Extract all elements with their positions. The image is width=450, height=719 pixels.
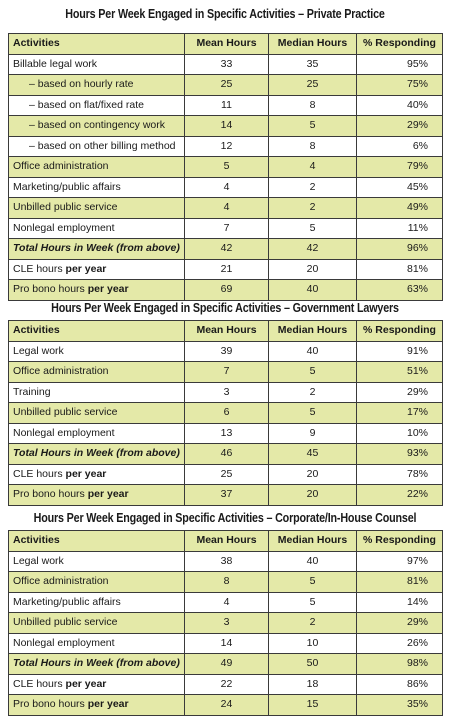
- median-value: 5: [269, 362, 357, 383]
- mean-value: 33: [185, 54, 269, 75]
- row-label-cell: [9, 280, 185, 301]
- table-row: [9, 198, 443, 219]
- median-value: 5: [269, 592, 357, 613]
- pct-value: 29%: [357, 613, 443, 634]
- table-row: [9, 218, 443, 239]
- table-row: [9, 177, 443, 198]
- header-responding: % Responding: [357, 321, 443, 342]
- median-value: 20: [269, 485, 357, 506]
- header-activities: Activities: [9, 531, 185, 552]
- row-label: Billable legal work: [9, 54, 185, 75]
- row-label: – based on hourly rate: [9, 75, 185, 96]
- row-label-cell: [9, 674, 185, 695]
- table-title: Hours Per Week Engaged in Specific Activities – Private Practice: [65, 7, 385, 21]
- header-median: Median Hours: [269, 34, 357, 55]
- pct-value: 45%: [357, 177, 443, 198]
- pct-value: 98%: [357, 654, 443, 675]
- mean-value: 14: [185, 633, 269, 654]
- table-row: [9, 116, 443, 137]
- median-value: 40: [269, 551, 357, 572]
- median-value: 20: [269, 259, 357, 280]
- table-row: [9, 464, 443, 485]
- total-row: [9, 654, 443, 675]
- median-value: 15: [269, 695, 357, 716]
- mean-value: 49: [185, 654, 269, 675]
- row-label: Office administration: [9, 572, 185, 593]
- median-value: 45: [269, 444, 357, 465]
- median-value: 50: [269, 654, 357, 675]
- row-label-bold: per year: [65, 262, 107, 275]
- mean-value: 25: [185, 464, 269, 485]
- median-value: 2: [269, 613, 357, 634]
- pct-value: 6%: [357, 136, 443, 157]
- pct-value: 51%: [357, 362, 443, 383]
- header-median: Median Hours: [269, 531, 357, 552]
- mean-value: 3: [185, 382, 269, 403]
- median-value: 25: [269, 75, 357, 96]
- table-row: [9, 75, 443, 96]
- section-private-practice: [0, 6, 450, 22]
- header-median: Median Hours: [269, 321, 357, 342]
- row-label-bold: per year: [87, 488, 129, 501]
- pct-value: 17%: [357, 403, 443, 424]
- corporate-counsel-table: [8, 530, 443, 716]
- table-row: [9, 423, 443, 444]
- row-label: Office administration: [9, 362, 185, 383]
- mean-value: 39: [185, 341, 269, 362]
- row-label: Nonlegal employment: [9, 633, 185, 654]
- total-row: [9, 444, 443, 465]
- median-value: 2: [269, 198, 357, 219]
- median-value: 2: [269, 382, 357, 403]
- median-value: 9: [269, 423, 357, 444]
- table-row: [9, 633, 443, 654]
- row-label: Marketing/public affairs: [9, 177, 185, 198]
- header-mean: Mean Hours: [185, 531, 269, 552]
- pct-value: 95%: [357, 54, 443, 75]
- table-row: [9, 485, 443, 506]
- row-label: Pro bono hours: [13, 488, 85, 501]
- row-label: Marketing/public affairs: [9, 592, 185, 613]
- row-label: Total Hours in Week (from above): [9, 239, 185, 260]
- median-value: 40: [269, 341, 357, 362]
- total-row: [9, 239, 443, 260]
- pct-value: 29%: [357, 116, 443, 137]
- median-value: 18: [269, 674, 357, 695]
- mean-value: 4: [185, 198, 269, 219]
- row-label: Legal work: [9, 341, 185, 362]
- table-row: [9, 54, 443, 75]
- row-label: Unbilled public service: [9, 613, 185, 634]
- median-value: 5: [269, 218, 357, 239]
- pct-value: 78%: [357, 464, 443, 485]
- row-label-cell: [9, 485, 185, 506]
- table-row: [9, 259, 443, 280]
- private-practice-table: [8, 33, 443, 301]
- table-row: [9, 382, 443, 403]
- pct-value: 97%: [357, 551, 443, 572]
- mean-value: 46: [185, 444, 269, 465]
- table-row: [9, 695, 443, 716]
- pct-value: 26%: [357, 633, 443, 654]
- row-label: Unbilled public service: [9, 198, 185, 219]
- mean-value: 6: [185, 403, 269, 424]
- header-mean: Mean Hours: [185, 321, 269, 342]
- table-row: [9, 592, 443, 613]
- row-label: Total Hours in Week (from above): [9, 654, 185, 675]
- mean-value: 12: [185, 136, 269, 157]
- mean-value: 37: [185, 485, 269, 506]
- median-value: 2: [269, 177, 357, 198]
- header-responding: % Responding: [357, 34, 443, 55]
- table-row: [9, 613, 443, 634]
- mean-value: 14: [185, 116, 269, 137]
- header-row: [9, 34, 443, 55]
- section-corporate-counsel: [0, 510, 450, 526]
- mean-value: 8: [185, 572, 269, 593]
- median-value: 8: [269, 95, 357, 116]
- pct-value: 81%: [357, 572, 443, 593]
- header-activities: Activities: [9, 321, 185, 342]
- median-value: 20: [269, 464, 357, 485]
- header-mean: Mean Hours: [185, 34, 269, 55]
- pct-value: 49%: [357, 198, 443, 219]
- pct-value: 29%: [357, 382, 443, 403]
- row-label: – based on other billing method: [9, 136, 185, 157]
- table-row: [9, 157, 443, 178]
- government-lawyers-table: [8, 320, 443, 506]
- row-label-bold: per year: [87, 698, 129, 711]
- pct-value: 91%: [357, 341, 443, 362]
- table-row: [9, 572, 443, 593]
- mean-value: 42: [185, 239, 269, 260]
- median-value: 42: [269, 239, 357, 260]
- median-value: 4: [269, 157, 357, 178]
- row-label-bold: per year: [65, 677, 107, 690]
- pct-value: 14%: [357, 592, 443, 613]
- row-label: Nonlegal employment: [9, 218, 185, 239]
- table-title: Hours Per Week Engaged in Specific Activities – Government Lawyers: [51, 301, 399, 315]
- row-label-cell: [9, 464, 185, 485]
- median-value: 5: [269, 116, 357, 137]
- mean-value: 11: [185, 95, 269, 116]
- table-row: [9, 95, 443, 116]
- table-row: [9, 674, 443, 695]
- section-government-lawyers: [0, 300, 450, 316]
- median-value: 5: [269, 403, 357, 424]
- mean-value: 69: [185, 280, 269, 301]
- pct-value: 22%: [357, 485, 443, 506]
- pct-value: 81%: [357, 259, 443, 280]
- pct-value: 10%: [357, 423, 443, 444]
- median-value: 8: [269, 136, 357, 157]
- mean-value: 4: [185, 592, 269, 613]
- pct-value: 11%: [357, 218, 443, 239]
- pct-value: 96%: [357, 239, 443, 260]
- median-value: 5: [269, 572, 357, 593]
- table-row: [9, 341, 443, 362]
- table-row: [9, 362, 443, 383]
- mean-value: 7: [185, 218, 269, 239]
- table-row: [9, 136, 443, 157]
- mean-value: 24: [185, 695, 269, 716]
- pct-value: 75%: [357, 75, 443, 96]
- pct-value: 93%: [357, 444, 443, 465]
- row-label-bold: per year: [87, 283, 129, 296]
- mean-value: 21: [185, 259, 269, 280]
- row-label: CLE hours: [13, 262, 63, 275]
- mean-value: 4: [185, 177, 269, 198]
- header-row: [9, 321, 443, 342]
- row-label: CLE hours: [13, 467, 63, 480]
- median-value: 10: [269, 633, 357, 654]
- header-activities: Activities: [9, 34, 185, 55]
- median-value: 40: [269, 280, 357, 301]
- row-label: Nonlegal employment: [9, 423, 185, 444]
- row-label: – based on flat/fixed rate: [9, 95, 185, 116]
- pct-value: 86%: [357, 674, 443, 695]
- row-label: Office administration: [9, 157, 185, 178]
- table-row: [9, 551, 443, 572]
- row-label-cell: [9, 259, 185, 280]
- mean-value: 7: [185, 362, 269, 383]
- pct-value: 40%: [357, 95, 443, 116]
- row-label: Pro bono hours: [13, 283, 85, 296]
- row-label: Legal work: [9, 551, 185, 572]
- pct-value: 63%: [357, 280, 443, 301]
- row-label: Training: [9, 382, 185, 403]
- table-row: [9, 403, 443, 424]
- mean-value: 3: [185, 613, 269, 634]
- mean-value: 38: [185, 551, 269, 572]
- row-label: Total Hours in Week (from above): [9, 444, 185, 465]
- row-label-bold: per year: [65, 467, 107, 480]
- row-label: Pro bono hours: [13, 698, 85, 711]
- table-title: Hours Per Week Engaged in Specific Activities – Corporate/In-House Counsel: [33, 511, 417, 525]
- mean-value: 22: [185, 674, 269, 695]
- row-label: CLE hours: [13, 677, 63, 690]
- row-label: Unbilled public service: [9, 403, 185, 424]
- row-label: – based on contingency work: [9, 116, 185, 137]
- header-responding: % Responding: [357, 531, 443, 552]
- mean-value: 25: [185, 75, 269, 96]
- median-value: 35: [269, 54, 357, 75]
- pct-value: 79%: [357, 157, 443, 178]
- pct-value: 35%: [357, 695, 443, 716]
- row-label-cell: [9, 695, 185, 716]
- table-row: [9, 280, 443, 301]
- header-row: [9, 531, 443, 552]
- mean-value: 13: [185, 423, 269, 444]
- mean-value: 5: [185, 157, 269, 178]
